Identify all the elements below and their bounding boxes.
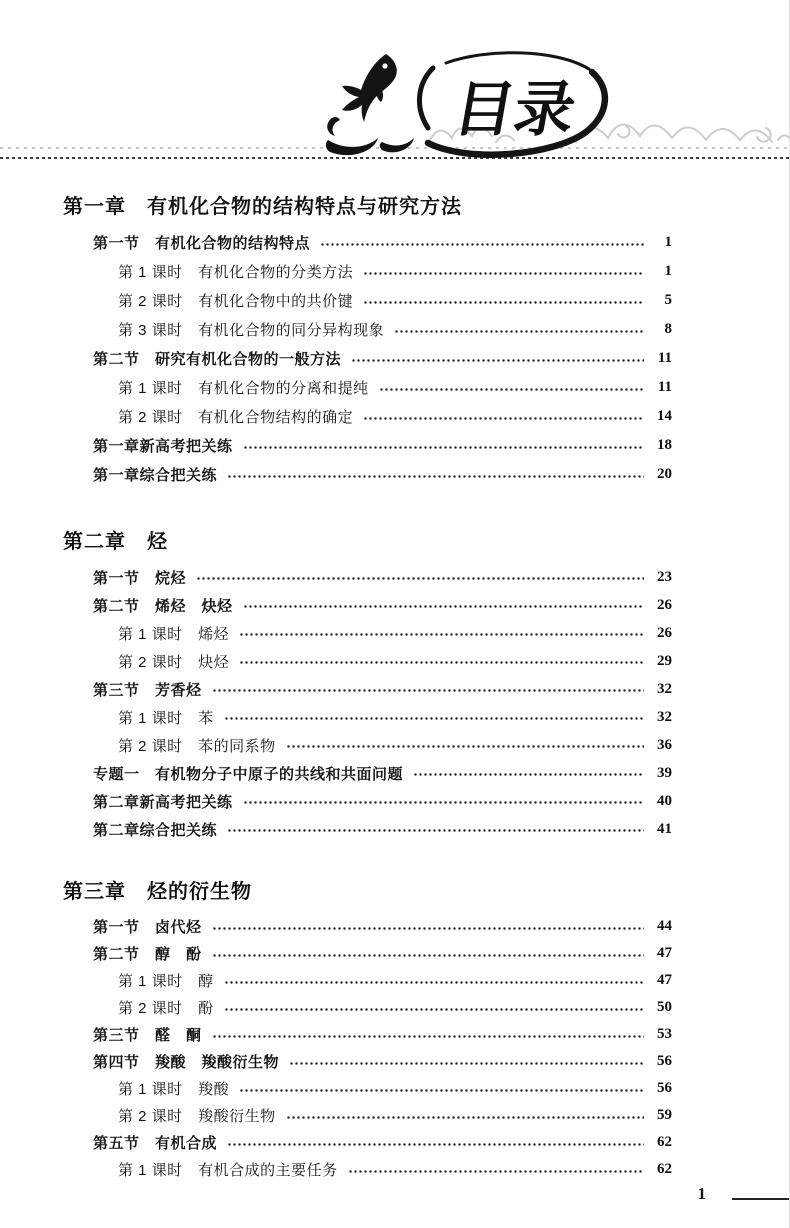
toc-entry-page: 56 — [657, 1080, 672, 1096]
dot-leader-icon — [320, 243, 644, 246]
dot-leader-icon — [243, 605, 644, 608]
toc-entry-page: 62 — [657, 1161, 672, 1177]
toc-entry-label: 专题一 有机物分子中原子的共线和共面问题 — [93, 765, 404, 783]
dot-leader-icon — [239, 633, 644, 636]
toc-entry-label: 第 1 课时 醇 — [118, 973, 214, 990]
dot-leader-icon — [227, 829, 644, 832]
toc-entry-label: 第五节 有机合成 — [93, 1135, 218, 1152]
dot-leader-icon — [379, 388, 644, 391]
toc-chapter — [63, 879, 672, 1183]
toc-entry-page: 11 — [657, 379, 672, 395]
toc-entry-page: 5 — [664, 292, 672, 308]
toc-entry — [63, 257, 672, 286]
toc-entry-label: 第一节 烷烃 — [93, 569, 187, 587]
toc-chapter — [63, 194, 672, 489]
toc-entry-label: 第 1 课时 有机化合物的分类方法 — [118, 264, 354, 281]
dot-leader-icon — [286, 745, 644, 748]
toc-entry — [63, 787, 672, 815]
dot-leader-icon — [348, 1170, 644, 1173]
toc-entry — [63, 940, 672, 967]
dot-leader-icon — [227, 475, 644, 478]
chapter-entries — [63, 228, 672, 489]
toc-entry — [63, 815, 672, 843]
toc-entry — [63, 1021, 672, 1048]
chapter-title: 第二章 烃 — [63, 531, 168, 553]
toc-entry-label: 第 2 课时 酚 — [118, 1000, 214, 1017]
chapter-entries — [63, 913, 672, 1183]
toc-entry-label: 第一章综合把关练 — [93, 467, 218, 484]
toc-entry — [63, 460, 672, 489]
toc-entry — [63, 675, 672, 703]
toc-entry — [63, 1102, 672, 1129]
toc-entry — [63, 913, 672, 940]
toc-entry-page: 39 — [657, 764, 672, 781]
dot-leader-icon — [212, 1035, 644, 1038]
toc-entry — [63, 563, 672, 591]
dot-leader-icon — [224, 981, 644, 984]
toc-entry-page: 36 — [657, 736, 672, 753]
toc-entry-label: 第四节 羧酸 羧酸衍生物 — [93, 1054, 280, 1071]
toc-entry — [63, 315, 672, 344]
toc-entry — [63, 1048, 672, 1075]
toc-entry — [63, 373, 672, 402]
toc-entry-label: 第 1 课时 有机化合物的分离和提纯 — [118, 380, 369, 397]
dot-leader-icon — [289, 1062, 644, 1065]
toc-entry-page: 47 — [657, 972, 672, 988]
toc-entry-page: 23 — [657, 568, 672, 585]
toc-entry — [63, 344, 672, 373]
toc-entry — [63, 731, 672, 759]
chapter-title: 第一章 有机化合物的结构特点与研究方法 — [63, 196, 462, 218]
toc-entry — [63, 1129, 672, 1156]
toc — [0, 160, 790, 1183]
toc-entry — [63, 228, 672, 257]
toc-entry-label: 第 3 课时 有机化合物的同分异构现象 — [118, 322, 385, 339]
dot-leader-icon — [212, 954, 644, 957]
toc-entry-page: 20 — [657, 466, 672, 482]
toc-entry-label: 第二章综合把关练 — [93, 821, 218, 839]
toc-entry-label: 第一节 有机化合物的结构特点 — [93, 235, 311, 252]
dot-leader-icon — [224, 717, 644, 720]
toc-entry-page: 50 — [657, 999, 672, 1015]
toc-entry-label: 第二节 研究有机化合物的一般方法 — [93, 351, 342, 368]
dot-leader-icon — [243, 446, 644, 449]
logo-title: 目录 — [448, 75, 581, 143]
toc-entry-page: 29 — [657, 652, 672, 669]
chapter-entries — [63, 563, 672, 843]
page-number: 1 — [697, 1184, 706, 1203]
dot-leader-icon — [363, 417, 644, 420]
toc-entry-page: 56 — [657, 1053, 672, 1069]
footer-rule — [732, 1198, 790, 1200]
toc-entry-page: 18 — [657, 437, 672, 453]
toc-entry-label: 第 2 课时 有机化合物中的共价键 — [118, 293, 354, 310]
dot-leader-icon — [196, 577, 644, 580]
toc-entry-label: 第 2 课时 炔烃 — [118, 653, 230, 671]
dot-leader-icon — [351, 359, 644, 362]
toc-entry-page: 1 — [664, 234, 672, 250]
dot-leader-icon — [243, 801, 644, 804]
toc-entry-page: 26 — [657, 596, 672, 613]
toc-entry-label: 第一章新高考把关练 — [93, 438, 233, 455]
toc-entry — [63, 647, 672, 675]
dot-leader-icon — [227, 1143, 644, 1146]
header — [0, 0, 790, 168]
dot-leader-icon — [286, 1116, 644, 1119]
toc-entry-page: 41 — [657, 820, 672, 837]
toc-entry-label: 第 1 课时 有机合成的主要任务 — [118, 1162, 338, 1179]
toc-entry-page: 40 — [657, 792, 672, 809]
toc-entry-label: 第 1 课时 苯 — [118, 709, 214, 727]
toc-entry-label: 第二章新高考把关练 — [93, 793, 233, 811]
toc-entry — [63, 994, 672, 1021]
toc-entry-label: 第一节 卤代烃 — [93, 919, 202, 936]
dot-leader-icon — [212, 927, 644, 930]
toc-chapter — [63, 529, 672, 843]
toc-entry-page: 62 — [657, 1134, 672, 1150]
toc-entry — [63, 967, 672, 994]
dot-leader-icon — [363, 272, 644, 275]
toc-entry-page: 59 — [657, 1107, 672, 1123]
dot-leader-icon — [363, 301, 644, 304]
dot-leader-icon — [239, 1089, 644, 1092]
toc-entry-page: 14 — [657, 408, 672, 424]
toc-entry-label: 第 1 课时 烯烃 — [118, 625, 230, 643]
dot-leader-icon — [212, 689, 644, 692]
toc-entry — [63, 1075, 672, 1102]
toc-entry-label: 第 2 课时 苯的同系物 — [118, 737, 276, 755]
chapter-title: 第三章 烃的衍生物 — [63, 881, 252, 903]
toc-entry — [63, 1156, 672, 1183]
toc-entry-label: 第三节 醛 酮 — [93, 1027, 202, 1044]
dot-leader-icon — [224, 1008, 644, 1011]
toc-entry-label: 第 1 课时 羧酸 — [118, 1081, 230, 1098]
toc-entry — [63, 759, 672, 787]
toc-entry-page: 53 — [657, 1026, 672, 1042]
toc-entry-label: 第三节 芳香烃 — [93, 681, 202, 699]
toc-entry-page: 8 — [664, 321, 672, 337]
toc-entry-label: 第 2 课时 羧酸衍生物 — [118, 1108, 276, 1125]
toc-entry-page: 47 — [657, 945, 672, 961]
toc-entry — [63, 619, 672, 647]
toc-entry-page: 26 — [657, 624, 672, 641]
toc-entry — [63, 431, 672, 460]
dot-leader-icon — [239, 661, 644, 664]
toc-entry — [63, 703, 672, 731]
toc-entry-label: 第二节 醇 酚 — [93, 946, 202, 963]
dot-leader-icon — [413, 773, 644, 776]
toc-entry-page: 32 — [657, 680, 672, 697]
toc-entry — [63, 286, 672, 315]
leaping-fish-icon — [326, 54, 414, 155]
dot-leader-icon — [394, 330, 644, 333]
toc-entry — [63, 591, 672, 619]
toc-logo — [320, 44, 622, 176]
toc-entry-label: 第 2 课时 有机化合物结构的确定 — [118, 409, 354, 426]
toc-entry — [63, 402, 672, 431]
toc-entry-page: 1 — [664, 263, 672, 279]
toc-entry-page: 44 — [657, 918, 672, 934]
toc-entry-label: 第二节 烯烃 炔烃 — [93, 597, 233, 615]
toc-entry-page: 11 — [657, 350, 672, 366]
toc-entry-page: 32 — [657, 708, 672, 725]
